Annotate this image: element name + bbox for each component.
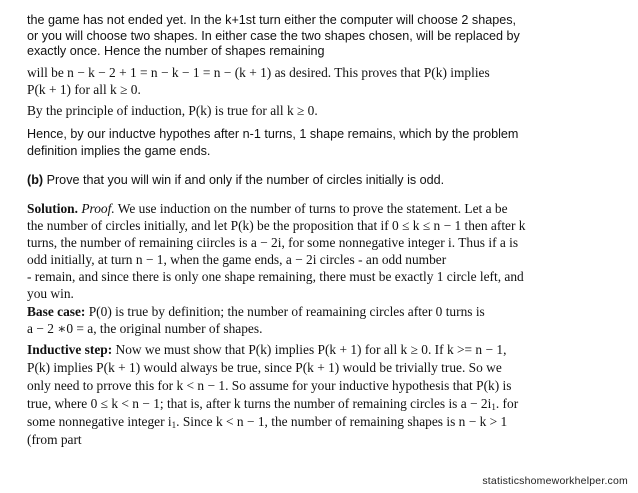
part-b-label: (b) xyxy=(27,173,44,187)
part-b-question xyxy=(27,173,444,188)
solution-line-1-text: We use induction on the number of turns to prove the statement. Let a be xyxy=(114,201,508,216)
intro-line-2: or you will choose two shapes. In either case the two shapes chosen, will be replaced by xyxy=(27,29,520,43)
solution-line-5: - remain, and since there is only one shape remaining, there must be exactly 1 circle left, and xyxy=(27,269,524,284)
hence-line-2: definition implies the game ends. xyxy=(27,144,211,158)
base-case-text: P(0) is true by definition; the number of reamaining circles after 0 turns is xyxy=(85,304,485,319)
inductive-step-line-5-text: some nonnegative integer i xyxy=(27,414,172,429)
subscript: 1 xyxy=(171,420,177,430)
base-case-label: Base case: xyxy=(27,304,86,319)
proof-end-line-2: P(k + 1) for all k ≥ 0. xyxy=(27,82,141,97)
inductive-step-line-4 xyxy=(27,396,518,415)
solution-line-2: the number of circles initially, and let P(k) be the proposition that if 0 ≤ k ≤ n − 1 then after k xyxy=(27,218,526,233)
solution-line-6: you win. xyxy=(27,286,74,301)
base-case-line-1 xyxy=(27,304,485,319)
solution-line-1 xyxy=(27,201,508,216)
inductive-step-line-3: only need to prrove this for k < n − 1. So assume for your inductive hypothesis that P(k) is xyxy=(27,378,512,393)
inductive-step-line-4-text: true, where 0 ≤ k < n − 1; that is, after k turns the number of remaining circles is a − 2i xyxy=(27,396,492,411)
intro-line-3: exactly once. Hence the number of shapes remaining xyxy=(27,44,325,58)
base-case-line-2: a − 2 ∗0 = a, the original number of shapes. xyxy=(27,321,263,336)
solution-label: Solution. xyxy=(27,201,78,216)
inductive-step-line-6: (from part xyxy=(27,432,82,447)
footer-watermark: statisticshomeworkhelper.com xyxy=(482,475,628,487)
subscript: 1 xyxy=(491,402,496,412)
proof-label: Proof. xyxy=(77,201,115,216)
inductive-step-label: Inductive step: xyxy=(27,342,113,357)
hence-line-1: Hence, by our inductve hypothes after n-1 turns, 1 shape remains, which by the problem xyxy=(27,127,519,141)
induction-conclusion: By the principle of induction, P(k) is true for all k ≥ 0. xyxy=(27,103,318,118)
intro-line-1: the game has not ended yet. In the k+1st turn either the computer will choose 2 shapes, xyxy=(27,13,517,27)
solution-line-3: turns, the number of remaining ciircles is a − 2i, for some nonnegative integer i. Thus if a is xyxy=(27,235,519,250)
inductive-step-line-2: P(k) implies P(k + 1) would always be true, since P(k + 1) would be trivially true. So we xyxy=(27,360,502,375)
solution-line-4: odd initially, at turn n − 1, when the game ends, a − 2i circles - an odd number xyxy=(27,252,447,267)
inductive-step-line-5 xyxy=(27,414,507,433)
part-b-text: Prove that you will win if and only if the number of circles initially is odd. xyxy=(43,173,445,187)
inductive-step-line-5-end: . Since k < n − 1, the number of remaining shapes is n − k > 1 xyxy=(176,414,508,429)
proof-end-line-1: will be n − k − 2 + 1 = n − k − 1 = n − (k + 1) as desired. This proves that P(k) implies xyxy=(27,65,490,80)
inductive-step-line-4-end: . for xyxy=(495,396,519,411)
inductive-step-text: Now we must show that P(k) implies P(k + 1) for all k ≥ 0. If k >= n − 1, xyxy=(112,342,507,357)
inductive-step-line-1 xyxy=(27,342,506,357)
